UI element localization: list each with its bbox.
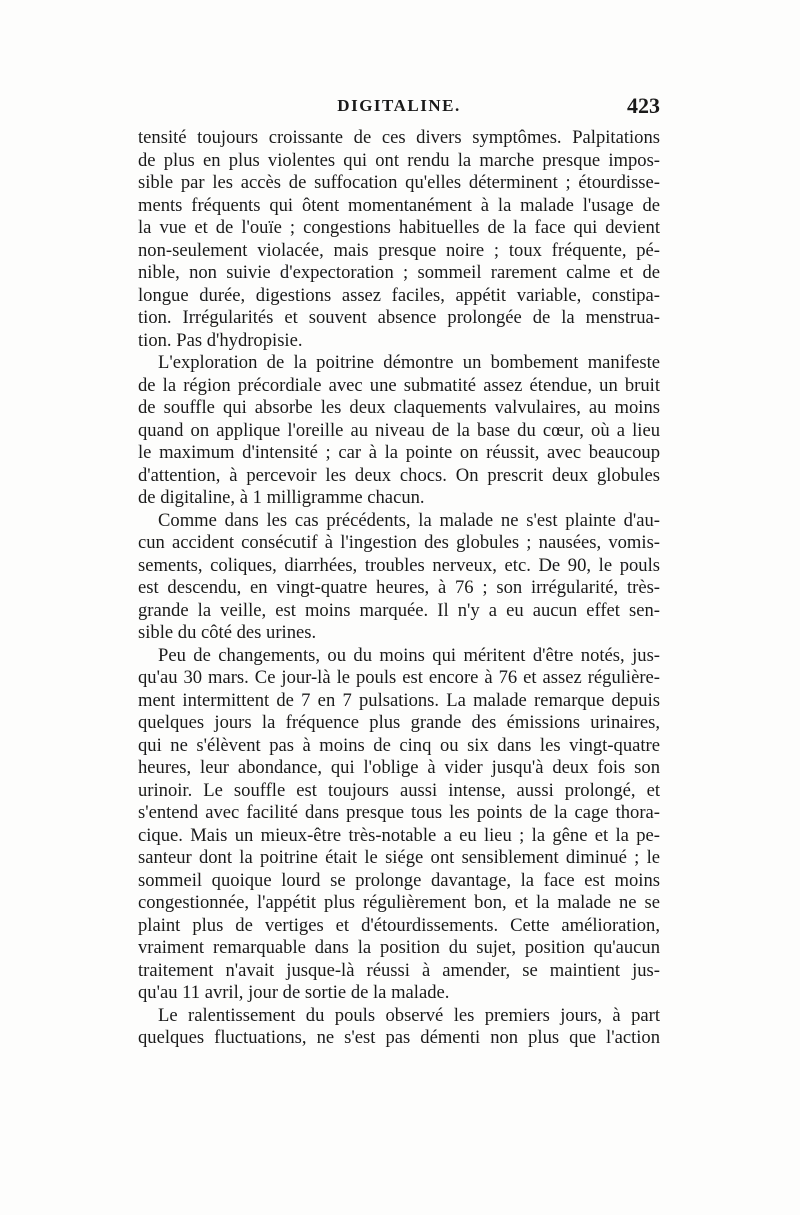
text-line: Le ralentissement du pouls observé les premiers jours, à part [158, 1004, 660, 1026]
text-line: ments fréquents qui ôtent momentanément à la malade l'usage de [138, 194, 660, 216]
text-line: quelques fluctuations, ne s'est pas démenti non plus que l'action [138, 1027, 660, 1048]
text-line: plaint plus de vertiges et d'étourdissements. Cette amélioration, [138, 914, 660, 936]
text-line: sommeil quoique lourd se prolonge davantage, la face est moins [138, 869, 660, 891]
text-line: s'entend avec facilité dans presque tous les points de la cage thora- [138, 802, 660, 823]
text-line: qu'au 11 avril, jour de sortie de la malade. [138, 982, 450, 1003]
text-line: de digitaline, à 1 milligramme chacun. [138, 487, 425, 508]
text-line: est descendu, en vingt-quatre heures, à 76 ; son irrégularité, très- [138, 577, 660, 598]
text-line: urinoir. Le souffle est toujours aussi intense, aussi prolongé, et [138, 779, 660, 801]
body-text [138, 127, 660, 1050]
text-line: de plus en plus violentes qui ont rendu la marche presque impos- [138, 149, 660, 171]
text-line: santeur dont la poitrine était le siége ont sensiblement diminué ; le [138, 847, 660, 868]
text-line: non-seulement violacée, mais presque noire ; toux fréquente, pé- [138, 239, 660, 261]
text-line: Peu de changements, ou du moins qui méritent d'être notés, jus- [158, 644, 660, 666]
text-line: congestionnée, l'appétit plus régulièrement bon, et la malade ne se [138, 892, 660, 913]
text-line: grande la veille, est moins marquée. Il n'y a eu aucun effet sen- [138, 599, 660, 621]
text-line: d'attention, à percevoir les deux chocs. On prescrit deux globules [138, 464, 660, 486]
text-line: heures, leur abondance, qui l'oblige à vider jusqu'à deux fois son [138, 757, 660, 778]
page-number: 423 [627, 93, 660, 118]
text-line: sible par les accès de suffocation qu'elles déterminent ; étourdisse- [138, 172, 660, 193]
text-line: qu'au 30 mars. Ce jour-là le pouls est encore à 76 et assez régulière- [138, 667, 660, 688]
text-line: le maximum d'intensité ; car à la pointe on réussit, avec beaucoup [138, 442, 660, 463]
text-line: quand on applique l'oreille au niveau de la base du cœur, où a lieu [138, 419, 660, 441]
text-line: L'exploration de la poitrine démontre un bombement manifeste [158, 352, 660, 373]
text-line: de souffle qui absorbe les deux claquements valvulaires, au moins [138, 397, 660, 418]
text-line: longue durée, digestions assez faciles, appétit variable, constipa- [138, 284, 660, 306]
text-line: qui ne s'élèvent pas à moins de cinq ou six dans les vingt-quatre [138, 734, 660, 756]
text-line: quelques jours la fréquence plus grande des émissions urinaires, [138, 712, 660, 733]
text-line: cique. Mais un mieux-être très-notable a eu lieu ; la gêne et la pe- [138, 824, 660, 846]
text-line: vraiment remarquable dans la position du sujet, position qu'aucun [138, 937, 660, 958]
text-line: cun accident consécutif à l'ingestion des globules ; nausées, vomis- [138, 532, 660, 553]
text-line: la vue et de l'ouïe ; congestions habituelles de la face qui devient [138, 217, 660, 238]
text-line: tion. Pas d'hydropisie. [138, 329, 303, 351]
text-line: traitement n'avait jusque-là réussi à amender, se maintient jus- [138, 959, 660, 981]
text-line: Comme dans les cas précédents, la malade ne s'est plainte d'au- [158, 509, 660, 531]
text-line: sements, coliques, diarrhées, troubles nerveux, etc. De 90, le pouls [138, 554, 660, 576]
running-title: DIGITALINE. [337, 96, 461, 115]
text-line: de la région précordiale avec une submatité assez étendue, un bruit [138, 374, 660, 396]
text-line: sible du côté des urines. [138, 622, 317, 643]
text-line: tion. Irrégularités et souvent absence prolongée de la menstrua- [138, 307, 660, 328]
text-line: tensité toujours croissante de ces divers symptômes. Palpitations [138, 127, 660, 148]
text-line: ment intermittent de 7 en 7 pulsations. La malade remarque depuis [138, 689, 660, 711]
text-line: nible, non suivie d'expectoration ; sommeil rarement calme et de [138, 262, 660, 283]
running-head [138, 93, 660, 124]
